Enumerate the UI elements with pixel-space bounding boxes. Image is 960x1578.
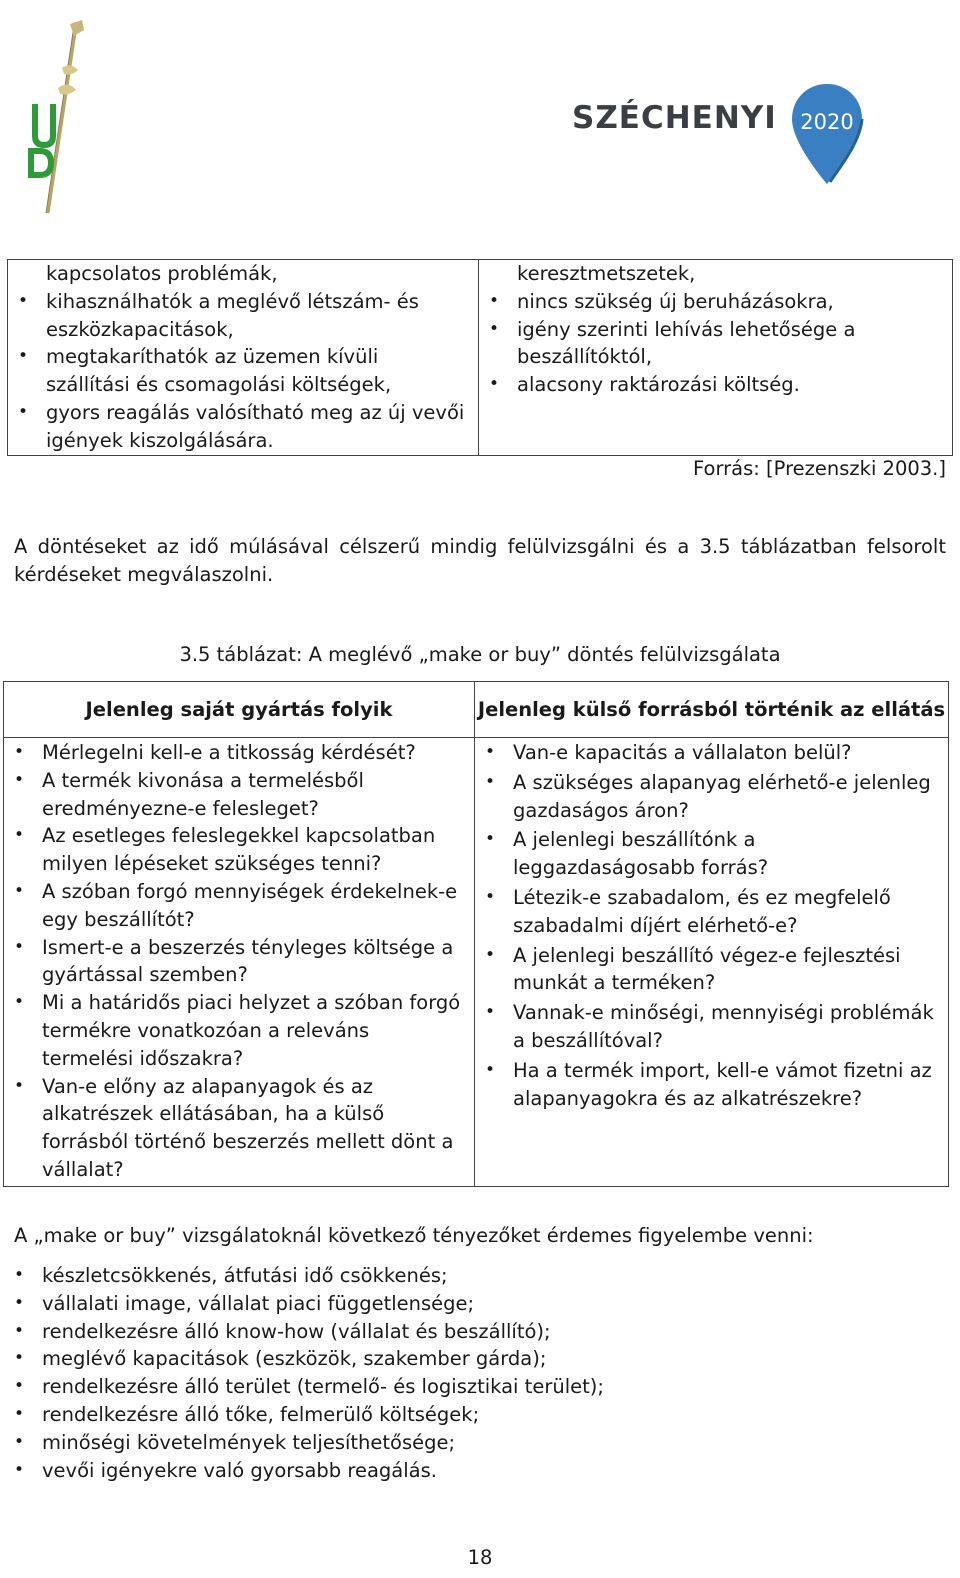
szechenyi-logo-text: SZÉCHENYI [572,100,777,136]
right-cell [479,260,953,456]
list-item: • A szóban forgó mennyiségek érdekelnek-e egy beszállítót? [42,878,466,934]
outsourced-questions [475,738,948,1114]
list-item: • rendelkezésre álló tőke, felmerülő költségek; [42,1401,604,1429]
factors-intro: A „make or buy” vizsgálatoknál következő tényezőket érdemes figyelembe venni: [14,1224,814,1247]
in-house-cell [4,738,475,1187]
szechenyi-2020-logo [572,80,872,190]
list-item: • Ha a termék import, kell-e vámot fizetni az alapanyagokra és az alkatrészekre? [513,1057,940,1113]
list-item: • Mi a határidős piaci helyzet a szóban forgó termékre vonatkozóan a releváns termelési időszakra? [42,989,466,1072]
factors-list [42,1262,604,1484]
list-item: • nincs szükség új beruházásokra, [517,288,942,316]
list-item: • Létezik-e szabadalom, és ez megfelelő szabadalmi díjért elérhető-e? [513,884,940,940]
list-item: • minőségi követelmények teljesíthetősége; [42,1429,604,1457]
right-list [479,260,952,399]
szechenyi-badge-text: 2020 [800,110,854,134]
body-paragraph: A döntéseket az idő múlásával célszerű mindig felülvizsgálni és a 3.5 táblázatban felsorolt kérdéseket megválaszolni. [14,535,946,586]
list-item: • Van-e kapacitás a vállalaton belül? [513,739,940,767]
outsourced-cell [475,738,949,1187]
list-item: • készletcsökkenés, átfutási idő csökkenés; [42,1262,604,1290]
list-item: • rendelkezésre álló know-how (vállalat és beszállító); [42,1318,604,1346]
column-header: Jelenleg saját gyártás folyik [4,682,475,738]
list-item: • meglévő kapacitások (eszközök, szakember gárda); [42,1345,604,1373]
list-item: • vevői igényekre való gyorsabb reagálás. [42,1457,604,1485]
list-item: • Ismert-e a beszerzés tényleges költsége a gyártással szemben? [42,934,466,990]
continuation-table [7,259,953,456]
list-item: • megtakaríthatók az üzemen kívüli szállítási és csomagolási költségek, [46,343,468,399]
list-item: • vállalati image, vállalat piaci függetlensége; [42,1290,604,1318]
left-list [8,260,478,455]
location-pin-icon [790,82,864,186]
list-item: keresztmetszetek, [517,262,696,285]
in-house-questions [4,738,474,1186]
list-item: • A jelenlegi beszállító végez-e fejlesztési munkát a terméken? [513,942,940,998]
list-item: • Mérlegelni kell-e a titkosság kérdését? [42,739,466,767]
list-item: • A szükséges alapanyag elérhető-e jelenleg gazdaságos áron? [513,769,940,825]
list-item: • kihasználhatók a meglévő létszám- és eszközkapacitások, [46,288,468,344]
list-item: • A jelenlegi beszállítónk a leggazdaságosabb forrás? [513,826,940,882]
list-item: • A termék kivonása a termelésből eredményezne-e felesleget? [42,767,466,823]
table-caption: 3.5 táblázat: A meglévő „make or buy” döntés felülvizsgálata [179,643,781,666]
left-cell [8,260,479,456]
list-item: • Az esetleges feleslegekkel kapcsolatban milyen lépéseket szükséges tenni? [42,822,466,878]
list-item: • gyors reagálás valósítható meg az új vevői igények kiszolgálására. [46,399,468,455]
table-source: Forrás: [Prezenszki 2003.] [693,457,946,480]
review-table [3,681,949,1187]
list-item: kapcsolatos problémák, [46,262,278,285]
column-header: Jelenleg külső forrásból történik az ellátás [475,682,949,738]
list-item: • alacsony raktározási költség. [517,371,942,399]
list-item: • rendelkezésre álló terület (termelő- és logisztikai terület); [42,1373,604,1401]
university-logo [18,18,98,218]
list-item: • Vannak-e minőségi, mennyiségi problémák a beszállítóval? [513,999,940,1055]
list-item: • igény szerinti lehívás lehetősége a beszállítóktól, [517,316,942,372]
list-item: • Van-e előny az alapanyagok és az alkatrészek ellátásában, ha a külső forrásból történő beszerzés mellett dönt a vállalat? [42,1073,466,1184]
page-number: 18 [467,1546,493,1569]
